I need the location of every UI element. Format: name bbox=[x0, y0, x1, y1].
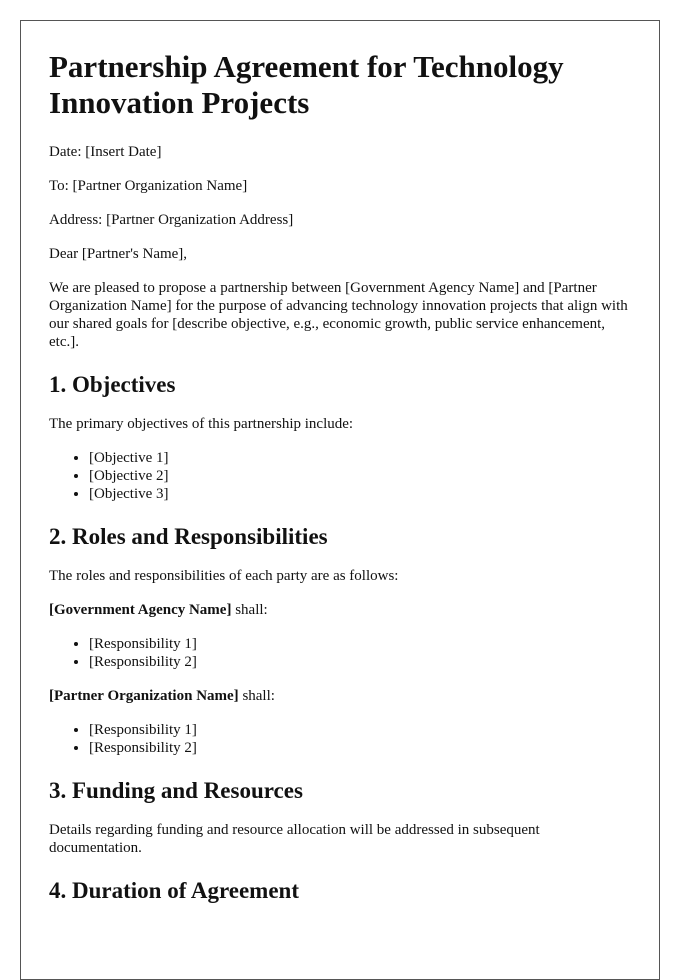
list-item: • [Objective 1] bbox=[89, 449, 631, 467]
funding-heading: 3. Funding and Resources bbox=[49, 778, 303, 803]
objectives-text: The primary objectives of this partnership include: bbox=[49, 416, 354, 432]
list-item: • [Responsibility 1] bbox=[89, 721, 631, 739]
roles-heading: 2. Roles and Responsibilities bbox=[49, 524, 328, 549]
list-item: • [Responsibility 2] bbox=[89, 739, 631, 757]
list-item: • [Objective 3] bbox=[89, 485, 631, 503]
gov-party-name: [Government Agency Name] bbox=[49, 602, 232, 618]
recipient-line: To: [Partner Organization Name] bbox=[49, 178, 248, 194]
roles-text: The roles and responsibilities of each party are as follows: bbox=[49, 568, 399, 584]
objectives-list bbox=[49, 449, 631, 503]
document-page bbox=[20, 20, 660, 980]
list-item: • [Responsibility 2] bbox=[89, 653, 631, 671]
list-item: • [Objective 2] bbox=[89, 467, 631, 485]
document-title: Partnership Agreement for Technology Innovation Projects bbox=[49, 49, 564, 120]
list-item: • [Responsibility 1] bbox=[89, 635, 631, 653]
date-line: Date: [Insert Date] bbox=[49, 144, 162, 160]
gov-responsibilities-list bbox=[49, 635, 631, 671]
address-line: Address: [Partner Organization Address] bbox=[49, 212, 294, 228]
objectives-heading: 1. Objectives bbox=[49, 372, 176, 397]
partner-responsibilities-list bbox=[49, 721, 631, 757]
funding-text: Details regarding funding and resource allocation will be addressed in subsequent documentation. bbox=[49, 822, 540, 856]
partner-party-name: [Partner Organization Name] bbox=[49, 688, 239, 704]
duration-heading: 4. Duration of Agreement bbox=[49, 878, 299, 903]
partner-party-suffix: shall: bbox=[238, 688, 275, 704]
intro-paragraph: We are pleased to propose a partnership between [Government Agency Name] and [Partner Organization Name] for the purpose of advancing technology innovation projects that align with our shared goals for [describe objective, e.g., economic growth, public service enhancement, etc.]. bbox=[49, 280, 628, 350]
salutation: Dear [Partner's Name], bbox=[49, 246, 188, 262]
gov-party-suffix: shall: bbox=[231, 602, 268, 618]
partner-party-line bbox=[49, 687, 631, 705]
gov-party-line bbox=[49, 601, 631, 619]
